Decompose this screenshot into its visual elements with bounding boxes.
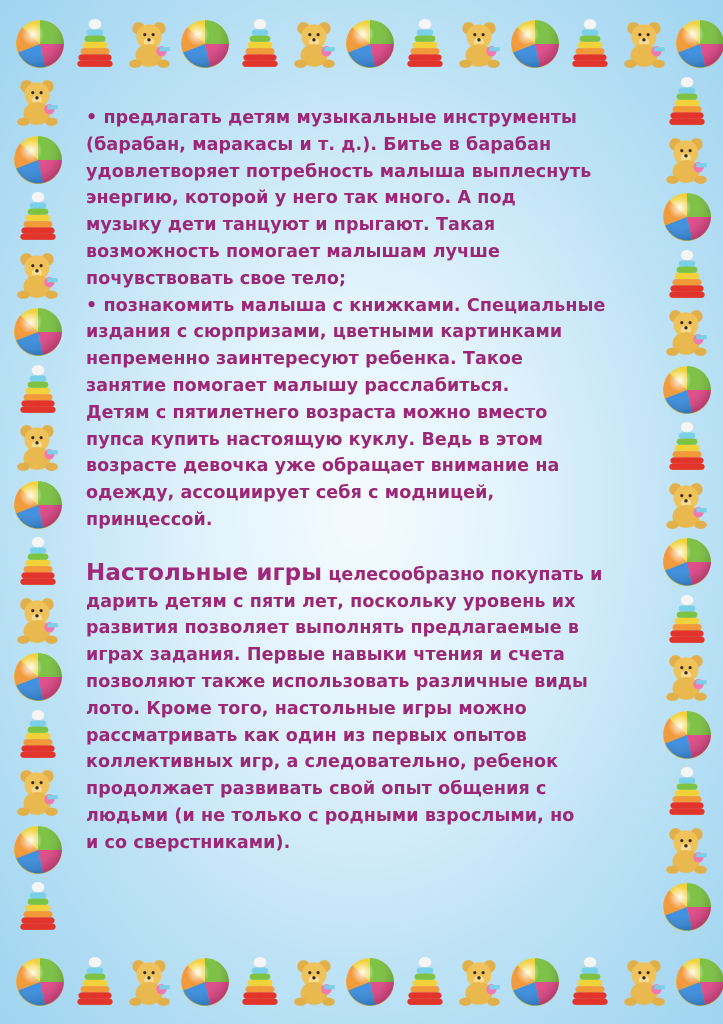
article-text — [86, 105, 646, 857]
text-line: играх задания. Первые навыки чтения и счета — [86, 645, 565, 666]
text-line: издания с сюрпризами, цветными картинками — [86, 322, 563, 343]
text-line: удовлетворяет потребность малыша выплеснуть — [86, 161, 592, 182]
text-line: людьми (и не только с родными взрослыми, но — [86, 805, 575, 826]
teddy-bear-icon — [619, 18, 671, 70]
ball-icon — [509, 956, 561, 1008]
text-line: позволяют также использовать различные виды — [86, 671, 588, 692]
ball-icon — [661, 364, 713, 416]
pyramid-toy-icon — [12, 881, 64, 933]
text-line: занятие помогает малышу расслабиться. — [86, 375, 510, 396]
ball-icon — [12, 306, 64, 358]
ball-icon — [674, 956, 723, 1008]
ball-icon — [661, 709, 713, 761]
teddy-bear-icon — [661, 651, 713, 703]
pyramid-toy-icon — [69, 18, 121, 70]
paragraph-board-games — [86, 560, 646, 857]
section-heading: Настольные игры — [86, 559, 323, 586]
ball-icon — [14, 18, 66, 70]
text-line: • предлагать детям музыкальные инструменты — [86, 108, 577, 128]
teddy-bear-icon — [12, 76, 64, 128]
text-line: (барабан, маракасы и т. д.). Битье в барабан — [86, 134, 552, 155]
text-line: развития позволяет выполнять предлагаемые в — [86, 618, 580, 639]
text-line — [86, 560, 646, 589]
pyramid-toy-icon — [234, 956, 286, 1008]
pyramid-toy-icon — [661, 766, 713, 818]
ball-icon — [344, 18, 396, 70]
text-line: и со сверстниками). — [86, 832, 291, 853]
teddy-bear-icon — [289, 956, 341, 1008]
ball-icon — [12, 134, 64, 186]
teddy-bear-icon — [454, 956, 506, 1008]
teddy-bear-icon — [124, 18, 176, 70]
pyramid-toy-icon — [12, 536, 64, 588]
teddy-bear-icon — [289, 18, 341, 70]
teddy-bear-icon — [661, 824, 713, 876]
ball-icon — [661, 536, 713, 588]
text-line: возрасте девочка уже обращает внимание на — [86, 456, 560, 477]
text-line: • познакомить малыша с книжками. Специальные — [86, 295, 606, 316]
pyramid-toy-icon — [661, 249, 713, 301]
teddy-bear-icon — [661, 134, 713, 186]
teddy-bear-icon — [661, 306, 713, 358]
text-line: коллективных игр, а следовательно, ребенок — [86, 752, 559, 773]
pyramid-toy-icon — [661, 76, 713, 128]
heading-line-rest: целесообразно покупать и — [322, 564, 603, 585]
text-line: энергию, которой у него так много. А под — [86, 188, 516, 209]
text-line: принцессой. — [86, 509, 213, 530]
teddy-bear-icon — [124, 956, 176, 1008]
text-line: рассматривать как один из первых опытов — [86, 725, 527, 746]
ball-icon — [179, 956, 231, 1008]
text-line: почувствовать свое тело; — [86, 268, 347, 289]
paragraph-toys-advice — [86, 105, 646, 534]
ball-icon — [14, 956, 66, 1008]
ball-icon — [509, 18, 561, 70]
text-line: дарить детям с пяти лет, поскольку уровень их — [86, 591, 576, 612]
teddy-bear-icon — [619, 956, 671, 1008]
ball-icon — [661, 881, 713, 933]
text-line: возможность помогает малышам лучше — [86, 241, 500, 262]
teddy-bear-icon — [454, 18, 506, 70]
pyramid-toy-icon — [12, 364, 64, 416]
ball-icon — [12, 824, 64, 876]
text-line: одежду, ассоциирует себя с модницей, — [86, 483, 495, 504]
pyramid-toy-icon — [564, 18, 616, 70]
ball-icon — [344, 956, 396, 1008]
text-line: непременно заинтересуют ребенка. Такое — [86, 349, 524, 370]
pyramid-toy-icon — [234, 18, 286, 70]
teddy-bear-icon — [12, 421, 64, 473]
teddy-bear-icon — [12, 249, 64, 301]
teddy-bear-icon — [661, 479, 713, 531]
pyramid-toy-icon — [661, 594, 713, 646]
pyramid-toy-icon — [69, 956, 121, 1008]
teddy-bear-icon — [12, 594, 64, 646]
ball-icon — [179, 18, 231, 70]
text-line: музыку дети танцуют и прыгают. Такая — [86, 215, 496, 236]
text-line: продолжает развивать свой опыт общения с — [86, 779, 547, 800]
pyramid-toy-icon — [12, 709, 64, 761]
text-line: Детям с пятилетнего возраста можно вместо — [86, 402, 548, 423]
text-line: пупса купить настоящую куклу. Ведь в этом — [86, 429, 544, 450]
pyramid-toy-icon — [564, 956, 616, 1008]
pyramid-toy-icon — [661, 421, 713, 473]
pyramid-toy-icon — [399, 18, 451, 70]
teddy-bear-icon — [12, 766, 64, 818]
text-line: лото. Кроме того, настольные игры можно — [86, 698, 527, 719]
ball-icon — [12, 651, 64, 703]
pyramid-toy-icon — [12, 191, 64, 243]
ball-icon — [674, 18, 723, 70]
ball-icon — [661, 191, 713, 243]
ball-icon — [12, 479, 64, 531]
paragraph-gap — [86, 534, 646, 560]
pyramid-toy-icon — [399, 956, 451, 1008]
